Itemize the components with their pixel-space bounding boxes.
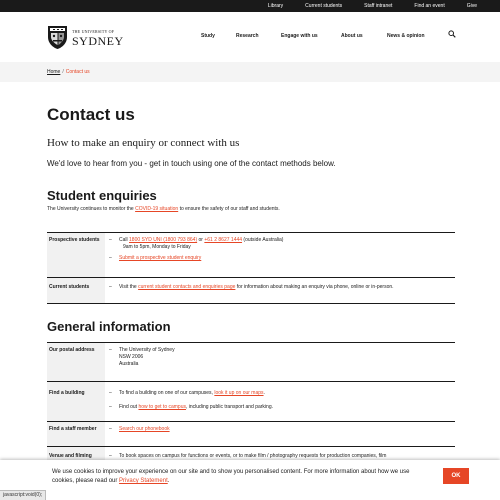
utility-link-staff-intranet[interactable]: Staff intranet bbox=[364, 3, 393, 9]
nav-research[interactable]: Research bbox=[236, 33, 259, 39]
list-item bbox=[109, 390, 455, 397]
row-content bbox=[109, 426, 455, 433]
utility-link-find-event[interactable]: Find an event bbox=[414, 3, 445, 9]
covid-note-text: The University continues to monitor the bbox=[47, 206, 136, 212]
page-title: Contact us bbox=[47, 105, 135, 124]
list-item: – To book spaces on campus for functions or events, or to make film / photography requests for production companies, film bbox=[109, 453, 455, 460]
row-label: Our postal address bbox=[47, 343, 105, 381]
row-label: Prospective students bbox=[47, 233, 105, 277]
utility-link-library[interactable]: Library bbox=[267, 3, 284, 9]
row-content bbox=[109, 453, 455, 460]
nav-about[interactable]: About us bbox=[341, 33, 363, 39]
utility-links bbox=[257, 0, 488, 12]
cookie-text bbox=[52, 468, 432, 486]
get-to-campus-link[interactable]: how to get to campus bbox=[138, 404, 186, 410]
utility-link-current-students[interactable]: Current students bbox=[305, 3, 343, 9]
student-enquiries-heading: Student enquiries bbox=[47, 188, 157, 203]
hours-text: 9am to 5pm, Monday to Friday bbox=[123, 244, 191, 250]
row-find-staff bbox=[47, 421, 455, 446]
address-line: NSW 2006 bbox=[119, 354, 144, 360]
breadcrumb-current: Contact us bbox=[65, 69, 90, 75]
list-item bbox=[109, 237, 455, 244]
phone-link-local[interactable]: 1800 SYD UNI (1800 793 864) bbox=[129, 237, 198, 243]
current-student-contacts-link[interactable]: current student contacts and enquiries page bbox=[138, 284, 236, 290]
address-line: – The University of Sydney bbox=[109, 347, 455, 354]
utility-bar bbox=[0, 0, 500, 12]
row-content bbox=[109, 347, 455, 368]
breadcrumb bbox=[47, 69, 90, 76]
university-logo[interactable] bbox=[47, 25, 124, 50]
phonebook-link[interactable]: Search our phonebook bbox=[119, 426, 170, 432]
nav-engage[interactable]: Engage with us bbox=[281, 33, 318, 39]
directions-text: Find out bbox=[119, 404, 139, 410]
list-item bbox=[109, 426, 455, 433]
cookie-ok-button[interactable]: OK bbox=[443, 468, 469, 484]
cookie-banner bbox=[0, 460, 500, 500]
row-current-students bbox=[47, 277, 455, 304]
covid-note bbox=[47, 206, 280, 213]
logo-text-big: SYDNEY bbox=[72, 33, 124, 48]
row-label: Find a building bbox=[47, 382, 105, 421]
list-item bbox=[109, 404, 455, 411]
row-content bbox=[109, 284, 455, 291]
campus-maps-link[interactable]: look it up on our maps bbox=[214, 390, 264, 396]
list-item bbox=[109, 255, 455, 262]
row-label: Current students bbox=[47, 278, 105, 303]
browser-status-bar: javascript:void(0); bbox=[0, 490, 46, 500]
call-text: Call bbox=[119, 237, 130, 243]
cookie-message-end: . bbox=[167, 478, 170, 484]
directions-text-end: , including public transport and parking. bbox=[186, 404, 273, 410]
logo-text-small: THE UNIVERSITY OF bbox=[72, 28, 115, 34]
visit-text-end: for information about making an enquiry via phone, online or in-person. bbox=[235, 284, 394, 290]
privacy-statement-link[interactable]: Privacy Statement bbox=[119, 478, 168, 484]
building-text: To find a building on one of our campuses, bbox=[119, 390, 215, 396]
covid-note-text-end: to ensure the safety of our staff and students. bbox=[178, 206, 280, 212]
nav-study[interactable]: Study bbox=[201, 33, 215, 39]
utility-link-give[interactable]: Give bbox=[466, 3, 477, 9]
search-icon[interactable] bbox=[448, 30, 456, 38]
list-item bbox=[109, 284, 455, 291]
row-content bbox=[109, 237, 455, 262]
row-postal-address bbox=[47, 342, 455, 381]
cookie-message: We use cookies to improve your experience on our site and to show you personalised content. For more information about how we use cookies, please read our bbox=[52, 469, 410, 484]
address-line: Australia bbox=[119, 361, 139, 367]
site-header bbox=[0, 12, 500, 62]
visit-text: Visit the bbox=[119, 284, 139, 290]
building-text-end: . bbox=[263, 390, 265, 396]
breadcrumb-home[interactable]: Home bbox=[47, 69, 61, 75]
call-or-text: or bbox=[197, 237, 205, 243]
nav-news[interactable]: News & opinion bbox=[387, 33, 425, 39]
call-outside-text: (outside Australia) bbox=[242, 237, 284, 243]
breadcrumb-bar bbox=[0, 62, 500, 82]
crest-icon bbox=[47, 25, 68, 50]
page-intro: We'd love to hear from you - get in touch using one of the contact methods below. bbox=[47, 159, 336, 168]
row-find-building bbox=[47, 381, 455, 421]
row-label: Venue and filming bbox=[47, 447, 105, 476]
phone-link-international[interactable]: +61 2 8627 1444 bbox=[204, 237, 243, 243]
breadcrumb-separator: / bbox=[62, 69, 64, 75]
page-subtitle: How to make an enquiry or connect with us bbox=[47, 137, 240, 149]
row-content bbox=[109, 390, 455, 411]
row-label: Find a staff member bbox=[47, 422, 105, 446]
submit-enquiry-link[interactable]: Submit a prospective student enquiry bbox=[119, 255, 202, 261]
covid-link[interactable]: COVID-19 situation bbox=[135, 206, 179, 212]
general-information-heading: General information bbox=[47, 319, 171, 334]
row-prospective-students bbox=[47, 232, 455, 277]
